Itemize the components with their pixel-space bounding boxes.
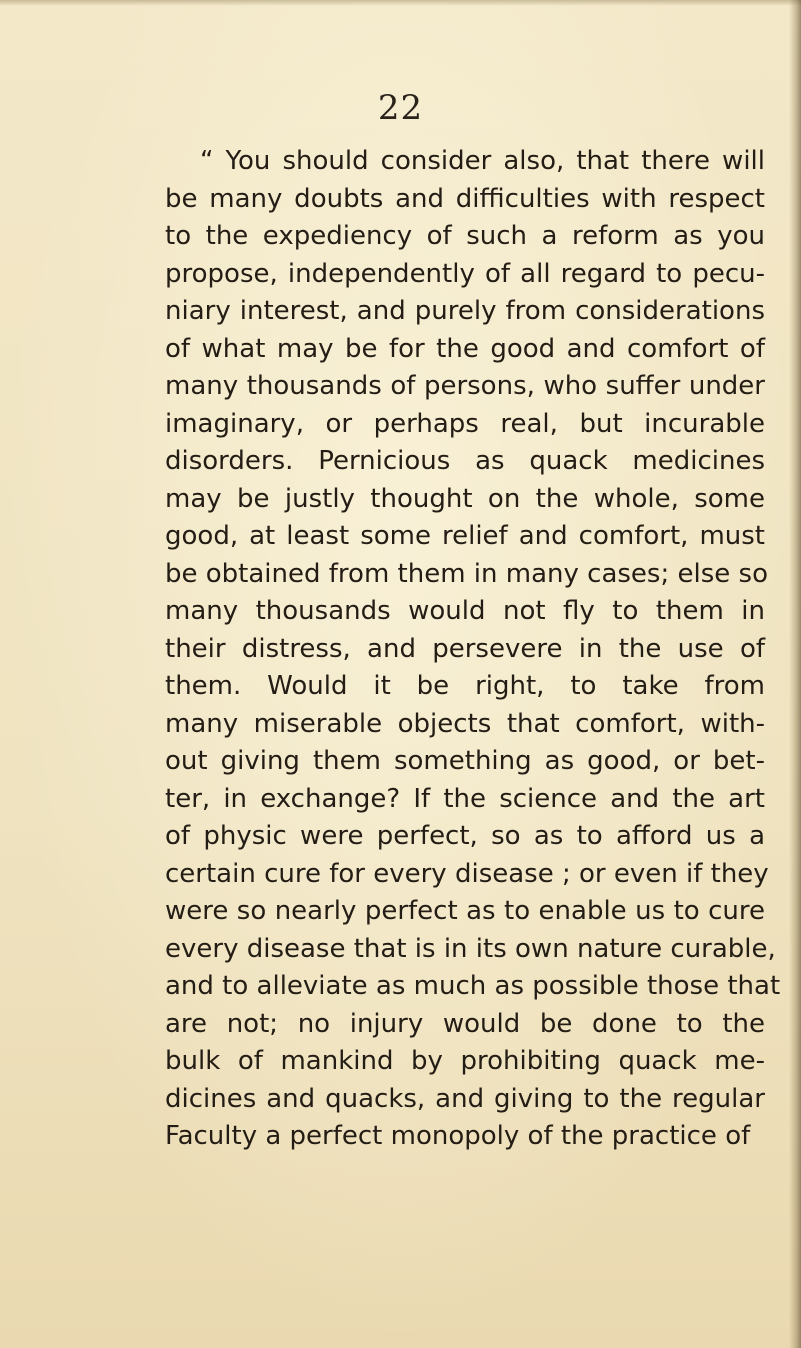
text-line: dicines and quacks, and giving to the regular — [165, 1083, 765, 1114]
text-line: niary interest, and purely from considerations — [165, 296, 765, 326]
page-edge-shadow — [789, 0, 801, 1348]
text-line: “ You should consider also, that there will — [200, 146, 765, 176]
text-line: of what may be for the good and comfort of — [165, 333, 765, 364]
text-line: certain cure for every disease ; or even if they — [165, 858, 769, 889]
text-line: may be justly thought on the whole, some — [165, 483, 765, 514]
text-line: many thousands of persons, who suffer under — [165, 371, 765, 401]
page-body-text — [165, 143, 781, 1156]
text-line: of physic were perfect, so as to afford us a — [165, 821, 765, 851]
text-line: and to alleviate as much as possible those that — [165, 971, 781, 1001]
text-line: be many doubts and difficulties with respect — [165, 183, 765, 214]
text-line: them. Would it be right, to take from — [165, 671, 765, 701]
text-line: were so nearly perfect as to enable us to cure — [165, 896, 765, 926]
text-line: every disease that is in its own nature curable, — [165, 933, 776, 964]
text-line: out giving them something as good, or bet- — [165, 746, 765, 776]
text-line: good, at least some relief and comfort, must — [165, 521, 765, 551]
text-line: imaginary, or perhaps real, but incurable — [165, 408, 765, 439]
text-line: their distress, and persevere in the use of — [165, 633, 765, 664]
text-line: bulk of mankind by prohibiting quack me- — [165, 1046, 765, 1076]
text-line: Faculty a perfect monopoly of the practice of — [165, 1121, 751, 1151]
text-line: to the expediency of such a reform as you — [165, 221, 765, 251]
page-number: 22 — [377, 88, 424, 128]
text-line: are not; no injury would be done to the — [165, 1008, 765, 1039]
page-top-shadow — [0, 0, 801, 6]
text-line: many thousands would not fly to them in — [165, 596, 765, 626]
text-line: ter, in exchange? If the science and the art — [165, 783, 765, 814]
text-line: disorders. Pernicious as quack medicines — [165, 446, 765, 476]
text-line: propose, independently of all regard to pecu- — [165, 258, 765, 289]
text-line: be obtained from them in many cases; else so — [165, 558, 768, 589]
text-line: many miserable objects that comfort, with- — [165, 708, 765, 739]
